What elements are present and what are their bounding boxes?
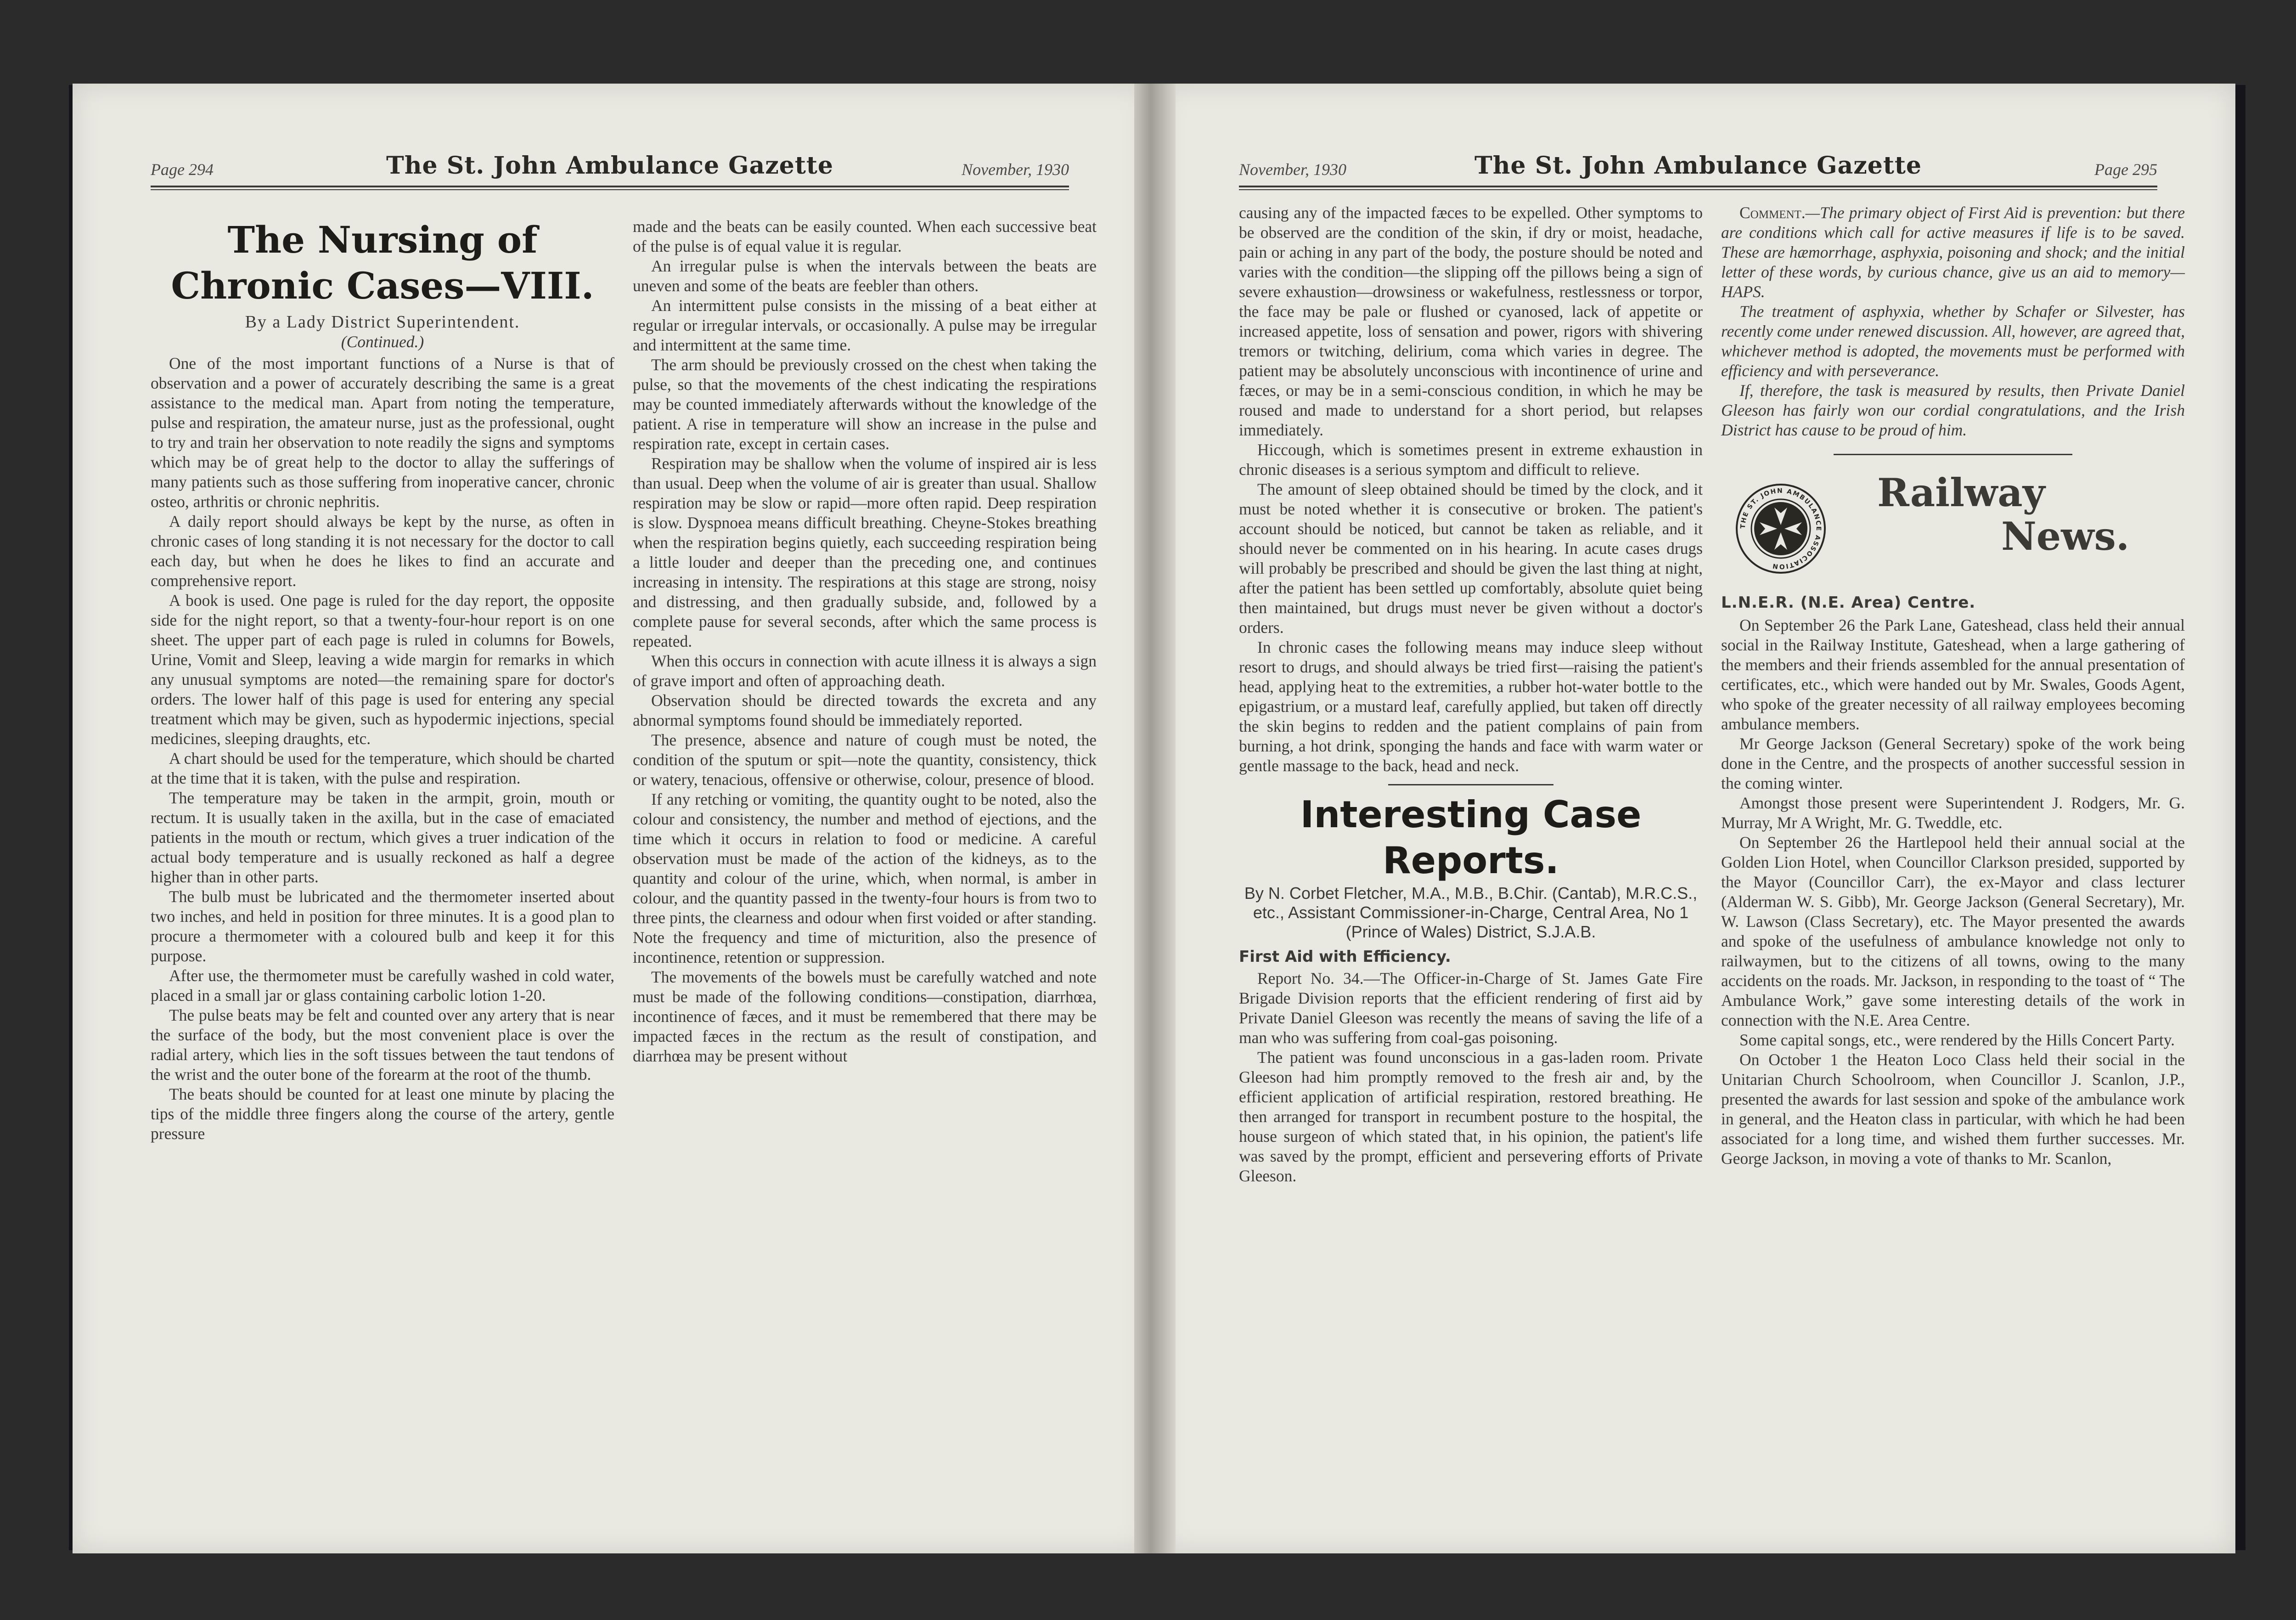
comment-paragraph: [1721, 203, 2185, 302]
header-rule: [1239, 186, 2157, 187]
paragraph: The beats should be counted for at least one minute by placing the tips of the middle three fingers along the course of the artery, gentle pressure: [151, 1085, 614, 1143]
paragraph: The patient was found unconscious in a gas-laden room. Private Gleeson had him promptly removed to the fresh air and, by the efficient application of artificial respiration, restored breathing. He then arranged for transport in recumbent posture to the hospital, the house surgeon of which stated that, in his opinion, the patient's life was saved by the prompt, efficient and persevering efforts of Private Gleeson.: [1239, 1048, 1703, 1185]
header-rule: [151, 186, 1069, 187]
left-page: [73, 84, 1147, 1553]
column-2: [633, 217, 1097, 1066]
paragraph: If any retching or vomiting, the quantity ought to be noted, also the colour and consistency, the number and method of ejections, and the time which it occurs in relation to food or medicine. A careful observation must be made of the action of the kidneys, as to the quantity and colour of the urine, which, when normal, is amber in colour, and the quantity passed in the twenty-four hours is from two to three pints, the clearness and odour when first voided or after standing. Note the frequency and time of micturition, also the presence of incontinence, retention or suppression.: [633, 790, 1097, 966]
running-header: [151, 152, 1069, 184]
comment-paragraph: The treatment of asphyxia, whether by Schafer or Silvester, has recently come under renewed discussion. All, however, are agreed that, whichever method is adopted, the movements must be performed with efficiency and with perseverance.: [1721, 302, 2185, 380]
column-3: [1239, 203, 1703, 1186]
gazette-title: The St. John Ambulance Gazette: [1474, 152, 1922, 180]
header-rule-thin: [151, 189, 1069, 190]
paragraph: One of the most important functions of a Nurse is that of observation and a power of accurately describing the same is a great assistance to the medical man. Apart from noting the temperature, pulse and respiration, the amateur nurse, just as the professional, ought to try and train her observation to note readily the signs and symptoms which may be of great help to the doctor to allay the sufferings of many patients such as those suffering from inoperative cancer, chronic osteo, arthritis or chronic nephritis.: [151, 354, 614, 511]
area-heading: L.N.E.R. (N.E. Area) Centre.: [1721, 593, 1976, 612]
paragraph: A daily report should always be kept by the nurse, as often in chronic cases of long standing it is not necessary for the doctor to call each day, but when he does he likes to find an accurate and comprehensive report.: [151, 512, 614, 590]
paragraph: The temperature may be taken in the armpit, groin, mouth or rectum. It is usually taken in the axilla, but in the case of emaciated patients in the mouth or rectum, which gives a truer indication of the actual body temperature and is usually reckoned as half a degree higher than in other parts.: [151, 789, 614, 886]
railway-title-line2: News.: [2001, 514, 2130, 559]
column-1: [151, 217, 614, 1144]
paragraph: Report No. 34.—The Officer-in-Charge of St. James Gate Fire Brigade Division reports that the efficient rendering of first aid by Private Daniel Gleeson was recently the means of saving the life of a man who was suffering from coal-gas poisoning.: [1239, 969, 1703, 1047]
paragraph: Observation should be directed towards the excreta and any abnormal symptoms found should be immediately reported.: [633, 691, 1097, 729]
issue-date: November, 1930: [1239, 160, 1346, 179]
railway-title-line1: Railway: [1877, 470, 2045, 515]
paragraph: In chronic cases the following means may induce sleep without resort to drugs, and should always be tried first—raising the patient's head, applying heat to the extremities, a rubber hot-water bottle to the epigastrium, or a mustard leaf, carefully applied, but taken off directly the skin begins to redden and the patient complains of pain from burning, a hot drink, sponging the hands and face with warm water or gentle massage to the back, head and neck.: [1239, 638, 1703, 775]
page-number: Page 295: [2094, 160, 2157, 179]
paragraph: Hiccough, which is sometimes present in extreme exhaustion in chronic diseases is a serious symptom and difficult to relieve.: [1239, 440, 1703, 479]
paragraph: The movements of the bowels must be carefully watched and note must be made of the following conditions—constipation, diarrhœa, incontinence of fæces, and it must be remembered that there may be impacted fæces in the rectum as the result of constipation, and diarrhœa may be present without: [633, 968, 1097, 1065]
book-gutter: [1134, 84, 1176, 1553]
paragraph: The arm should be previously crossed on the chest when taking the pulse, so that the movements of the chest indicating the respirations may be counted immediately afterwards without the knowledge of the patient. A rise in temperature will show an increase in the pulse and respiration rate, except in certain cases.: [633, 356, 1097, 453]
paragraph: After use, the thermometer must be carefully washed in cold water, placed in a small jar or glass containing carbolic lotion 1-20.: [151, 966, 614, 1005]
badge-text: THE ST. JOHN AMBULANCE ASSOCIATION: [1739, 487, 1823, 570]
case-reports-byline: By N. Corbet Fletcher, M.A., M.B., B.Chir. (Cantab), M.R.C.S., etc., Assistant Commissioner-in-Charge, Central Area, No 1 (Prince of Wales) District, S.J.A.B.: [1244, 884, 1698, 941]
paragraph: Some capital songs, etc., were rendered by the Hills Concert Party.: [1739, 1031, 2175, 1049]
paragraph: causing any of the impacted fæces to be expelled. Other symptoms to be observed are the condition of the skin, if dry or moist, headache, pain or aching in any part of the body, the posture should be noted and varies with the condition—the slipping off the pillows being a sign of severe exhaustion—drowsiness or wakefulness, restlessness or torpor, the face may be pale or flushed or cyanosed, lack of appetite or increased appetite, loss of sensation and power, rigors with shivering tremors or twitching, delirium, coma which varies in degree. The patient may be absolutely unconscious with incontinence of urine and fæces, or may be in a semi-conscious condition, in which he may be roused and made to understand for a short period, but relapses immediately.: [1239, 203, 1703, 439]
section-divider: [1834, 454, 2072, 455]
paragraph: An irregular pulse is when the intervals between the beats are uneven and some of the beats are feebler than others.: [633, 257, 1097, 295]
header-rule-thin: [1239, 189, 2157, 190]
paragraph: An intermittent pulse consists in the missing of a beat either at regular or irregular intervals, or occasionally. A pulse may be irregular and intermittent at the same time.: [633, 296, 1097, 354]
st-john-ambulance-badge-icon: [1735, 483, 1827, 575]
paragraph: The bulb must be lubricated and the thermometer inserted about two inches, and held in position for three minutes. It is a good plan to procure a thermometer with a coloured bulb and keep it for this purpose.: [151, 887, 614, 965]
comment-paragraph: If, therefore, the task is measured by results, then Private Daniel Gleeson has fairly won our cordial congratulations, and the Irish District has cause to be proud of him.: [1721, 381, 2185, 439]
case-reports-title: Interesting Case Reports.: [1300, 793, 1642, 882]
paragraph: Amongst those present were Superintendent J. Rodgers, Mr. G. Murray, Mr A Wright, Mr. G. Tweddle, etc.: [1721, 794, 2185, 832]
paragraph: When this occurs in connection with acute illness it is always a sign of grave import and often of approaching death.: [633, 652, 1097, 690]
issue-date: November, 1930: [962, 160, 1069, 179]
paragraph: The amount of sleep obtained should be timed by the clock, and it must be noted whether it is consecutive or broken. The patient's account should be noticed, but cannot be taken as reliable, and it should never be commented on in his hearing. In acute cases drugs will probably be prescribed and should be given the last thing at night, after the patient has been settled up comfortably, absolute quiet being then maintained, but drugs must never be given without a doctor's orders.: [1239, 480, 1703, 637]
comment-label: Comment.: [1739, 203, 1806, 222]
paragraph: A book is used. One page is ruled for the day report, the opposite side for the night report, so that a twenty-four-hour report is on one sheet. The upper part of each page is ruled in columns for Bowels, Urine, Vomit and Sleep, leaving a wide margin for remarks in which any unusual symptoms are noted—the remaining spare for doctor's orders. The lower half of this page is used for entering any special treatment which may be given, such as hypodermic injections, special medicines, sleeping draughts, etc.: [151, 591, 614, 748]
paragraph: The presence, absence and nature of cough must be noted, the condition of the sputum or spit—note the quantity, consistency, thick or watery, tenacious, offensive or otherwise, colour, presence of blood.: [633, 731, 1097, 789]
paragraph: On October 1 the Heaton Loco Class held their social in the Unitarian Church Schoolroom, when Councillor J. Scanlon, J.P., presented the awards for last session and spoke of the ambulance work in general, and the Heaton class in particular, with which he had been associated for a long time, and wished them further successes. Mr. George Jackson, in moving a vote of thanks to Mr. Scanlon,: [1721, 1050, 2185, 1168]
paragraph: A chart should be used for the temperature, which should be charted at the time that it is taken, with the pulse and respiration.: [151, 749, 614, 787]
article-byline: By a Lady District Superintendent.: [245, 312, 520, 332]
article-title: The Nursing of Chronic Cases—VIII.: [171, 218, 594, 307]
paragraph: On September 26 the Hartlepool held their annual social at the Golden Lion Hotel, when Councillor Clarkson presided, supported by the Mayor (Councillor Carr), the ex-Mayor and class lecturer (Alderman W. S. Gibb), Mr. George Jackson (General Secretary), Mr. W. Lawson (Class Secretary), etc. The Mayor presented the awards and spoke of the usefulness of ambulance knowledge not only to railwaymen, but to the citizens of all towns, owing to the many accidents on the roads. Mr. Jackson, in responding to the toast of “ The Ambulance Work,” gave some interesting details of the work in connection with the N.E. Area Centre.: [1721, 833, 2185, 1029]
continued-label: (Continued.): [341, 333, 424, 351]
comment-text: —The primary object of First Aid is prevention: but there are conditions which call for active measures if life is to be saved. These are hæmorrhage, asphyxia, poisoning and shock; and the initial letter of these words, by curious chance, give us an aid to memory—HAPS.: [1721, 203, 2185, 301]
right-page: [1161, 84, 2235, 1553]
column-4: [1721, 203, 2185, 1168]
paragraph: The pulse beats may be felt and counted over any artery that is near the surface of the body, but the most convenient place is over the radial artery, which lies in the soft tissues between the taut tendons of the wrist and the outer bone of the forearm at the root of the thumb.: [151, 1006, 614, 1084]
paragraph: Respiration may be shallow when the volume of inspired air is less than usual. Deep when the volume of air is greater than usual. Shallow respiration may be slow or rapid—more often rapid. Deep respiration is slow. Dyspnoea means difficult breathing. Cheyne-Stokes breathing when the respiration begins quietly, each succeeding respiration being a little louder and deeper than the preceding one, and continues increasing in intensity. The respirations at this stage are strong, noisy and distressing, and then gradually subside, and, followed by a complete pause for several seconds, after which the same process is repeated.: [633, 454, 1097, 650]
running-header: [1239, 152, 2157, 184]
gazette-title: The St. John Ambulance Gazette: [386, 152, 833, 180]
section-divider: [1388, 784, 1553, 785]
railway-news-header: [1721, 464, 2185, 588]
case-subhead: First Aid with Efficiency.: [1239, 948, 1451, 966]
page-number: Page 294: [151, 160, 214, 179]
paragraph: Mr George Jackson (General Secretary) spoke of the work being done in the Centre, and the prospects of another successful session in the coming winter.: [1721, 734, 2185, 792]
paragraph: made and the beats can be easily counted. When each successive beat of the pulse is of equal value it is regular.: [633, 217, 1097, 255]
paragraph: On September 26 the Park Lane, Gateshead, class held their annual social in the Railway Institute, Gateshead, when a large gathering of the members and their friends assembled for the annual presentation of certificates, etc., which were handed out by Mr. Swales, Goods Agent, who spoke of the greater necessity of all railway employees becoming ambulance members.: [1721, 616, 2185, 733]
